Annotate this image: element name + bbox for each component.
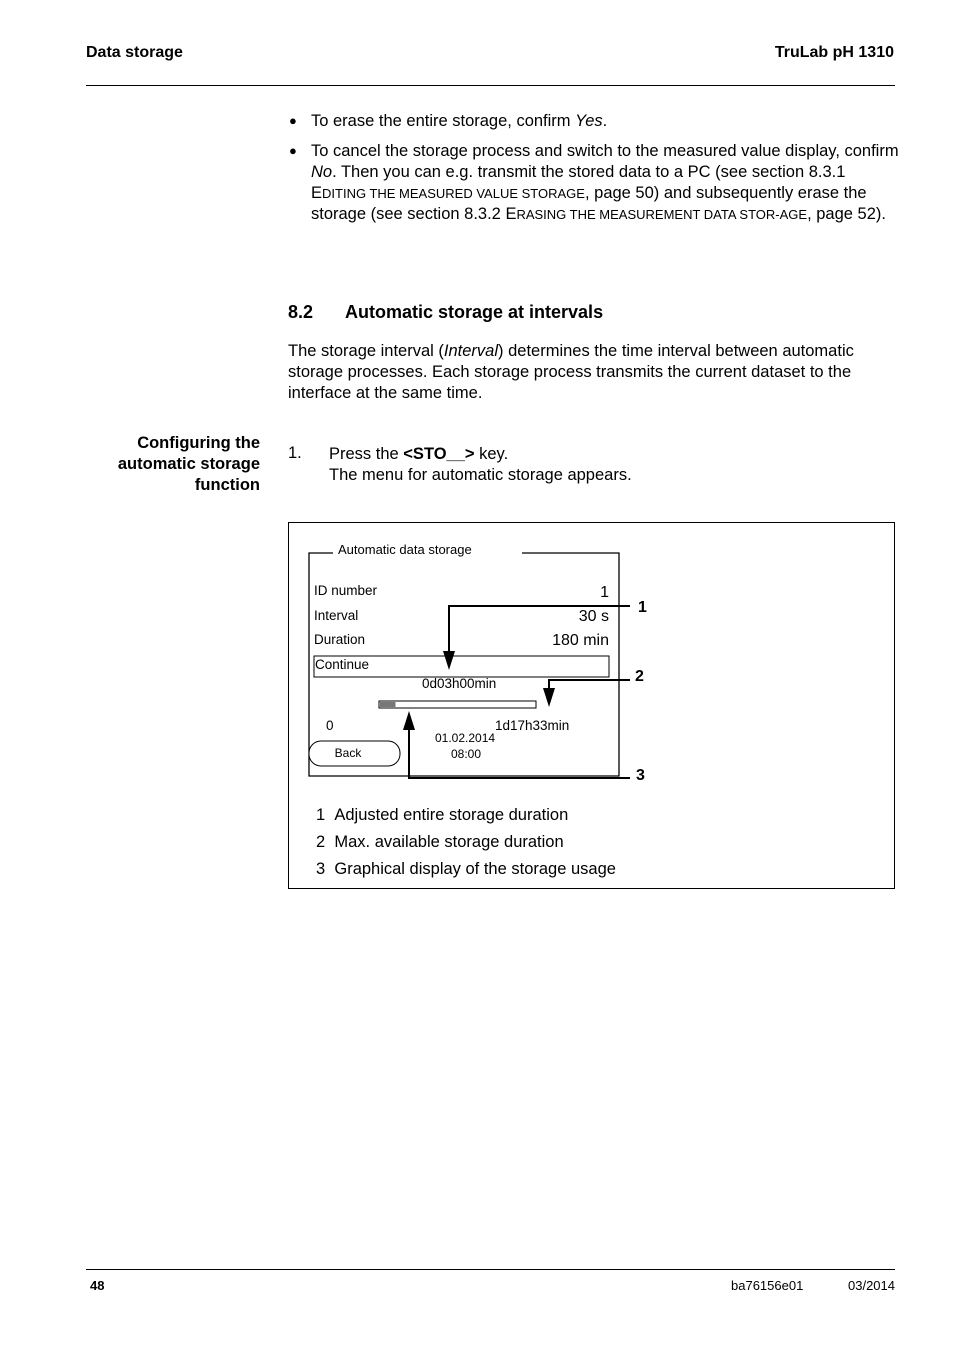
callout-2-arrowhead bbox=[543, 688, 555, 707]
row-label-id: ID number bbox=[314, 583, 378, 598]
legend-item: 3 Graphical display of the storage usage bbox=[316, 860, 616, 878]
screen-title: Automatic data storage bbox=[338, 542, 472, 557]
step-pre: Press the bbox=[329, 445, 404, 463]
storage-bar-track bbox=[379, 701, 536, 708]
legend-item: 1 Adjusted entire storage duration bbox=[316, 806, 569, 824]
row-label-duration: Duration bbox=[314, 632, 366, 647]
storage-bar-fill bbox=[380, 702, 396, 707]
side-heading-line: function bbox=[194, 476, 260, 494]
side-heading-line: automatic storage bbox=[117, 455, 260, 473]
callout-number: 1 bbox=[638, 599, 647, 616]
callout-number: 2 bbox=[635, 668, 644, 685]
header-right: TruLab pH 1310 bbox=[774, 44, 894, 61]
side-heading-line: Configuring the bbox=[137, 434, 260, 452]
step-result: The menu for automatic storage appears. bbox=[329, 466, 632, 484]
section-title: Automatic storage at intervals bbox=[345, 302, 604, 322]
section-number: 8.2 bbox=[288, 302, 314, 322]
bullet-dot: ● bbox=[289, 113, 297, 128]
time-text: 08:00 bbox=[451, 747, 482, 761]
callout-number: 3 bbox=[636, 767, 645, 784]
page-number: 48 bbox=[90, 1278, 105, 1293]
row-label-interval: Interval bbox=[314, 608, 359, 623]
bullet-dot: ● bbox=[289, 143, 297, 158]
intro-paragraph: The storage interval (Interval) determines the time interval between automatic storage processes. Each storage process transmits the current dataset to the interface at the same time. bbox=[288, 342, 854, 402]
footer-rule bbox=[86, 1269, 895, 1270]
row-value-interval: 30 s bbox=[578, 608, 609, 625]
row-value-id: 1 bbox=[600, 584, 609, 601]
callout-2-line bbox=[549, 680, 630, 690]
bullet-text: To erase the entire storage, confirm Yes. bbox=[311, 112, 608, 130]
date-text: 01.02.2014 bbox=[435, 731, 496, 745]
row-value-duration: 180 min bbox=[552, 632, 609, 649]
key-name: <STO__> bbox=[403, 445, 475, 463]
header-left: Data storage bbox=[86, 44, 183, 61]
legend-item: 2 Max. available storage duration bbox=[316, 833, 564, 851]
callout-3-arrowhead bbox=[403, 711, 415, 730]
scale-end: 1d17h33min bbox=[495, 718, 570, 733]
continue-label[interactable]: Continue bbox=[315, 657, 370, 672]
doc-id: ba76156e01 bbox=[731, 1278, 804, 1293]
bullet-text: To cancel the storage process and switch to the measured value display, confirm No. Then you can e.g. transmit the stored data to a PC (see section 8.3.1 EDITING THE MEASURED VALUE STORAGE, page 50) and subsequently erase the storage (see section 8.3.2 ERASING THE MEASUREMENT DATA STOR-AGE, page 52). bbox=[311, 142, 899, 223]
doc-date: 03/2014 bbox=[848, 1278, 895, 1293]
callout-1-arrowhead bbox=[443, 651, 455, 670]
step-post: key. bbox=[474, 445, 509, 463]
step-number: 1. bbox=[288, 444, 302, 462]
duration-text: 0d03h00min bbox=[422, 676, 497, 691]
scale-start: 0 bbox=[326, 718, 334, 733]
back-button[interactable]: Back bbox=[334, 746, 362, 760]
